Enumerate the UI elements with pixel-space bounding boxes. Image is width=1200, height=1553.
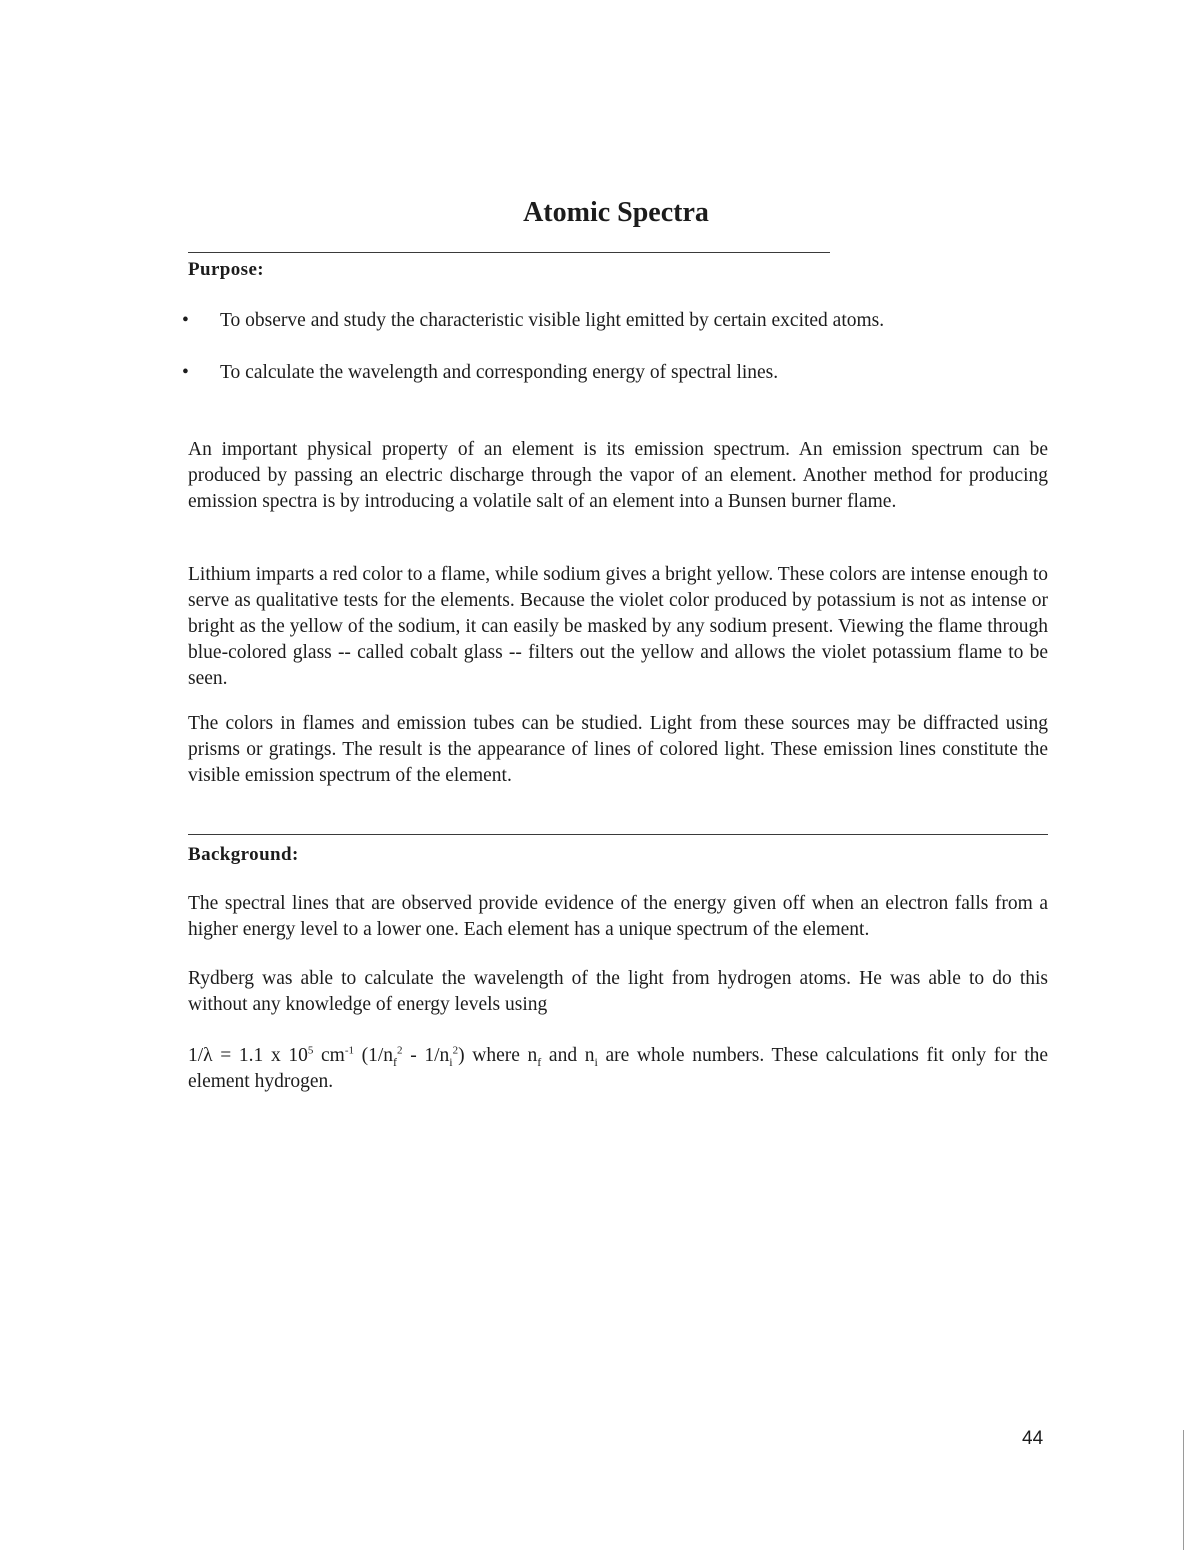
formula-sub-i: i — [449, 1054, 453, 1069]
scan-edge-line — [1183, 1430, 1184, 1550]
formula-sub-f: f — [393, 1054, 398, 1069]
formula-exponent: 5 — [307, 1044, 314, 1057]
formula-and: and n — [541, 1045, 595, 1066]
formula-rest: are whole numbers. These calculations fit only for the element hydrogen. — [188, 1045, 1049, 1092]
bullet-icon: • — [182, 362, 189, 383]
formula-square-2: 2 — [452, 1044, 459, 1057]
formula-where-sub-f: f — [537, 1054, 542, 1069]
formula-lhs: 1/λ — [188, 1045, 213, 1066]
formula-and-sub-i: i — [594, 1054, 598, 1069]
purpose-item-text: To calculate the wavelength and corresponding energy of spectral lines. — [220, 362, 779, 383]
purpose-heading: Purpose: — [188, 259, 265, 280]
formula-where: where n — [464, 1045, 538, 1066]
purpose-divider — [188, 252, 830, 253]
paragraph-rydberg: Rydberg was able to calculate the wavelength of the light from hydrogen atoms. He was able to do this without any knowledge of energy levels using — [188, 968, 1048, 1015]
formula-coefficient: 1.1 x 10 — [238, 1045, 308, 1066]
formula-paren-close: ) — [458, 1045, 465, 1066]
purpose-list-item — [180, 360, 1060, 386]
purpose-list-item — [180, 308, 1060, 334]
page-title: Atomic Spectra — [523, 197, 709, 228]
purpose-list — [180, 308, 1060, 412]
formula-square-1: 2 — [397, 1044, 403, 1057]
formula-unit-exponent: -1 — [344, 1044, 354, 1057]
formula-paren-open: (1/n — [353, 1045, 394, 1066]
purpose-item-text: To observe and study the characteristic visible light emitted by certain excited atoms. — [220, 310, 885, 331]
background-heading: Background: — [188, 844, 299, 865]
paragraph-spectral-lines: The spectral lines that are observed provide evidence of the energy given off when an electron falls from a higher energy level to a lower one. Each element has a unique spectrum of the element. — [188, 893, 1048, 940]
background-divider — [188, 834, 1048, 835]
page-number: 44 — [1022, 1428, 1044, 1449]
bullet-icon: • — [182, 310, 189, 331]
formula-equals: = — [212, 1045, 239, 1066]
formula-minus: - 1/n — [402, 1045, 450, 1066]
paragraph-flame-colors: Lithium imparts a red color to a flame, while sodium gives a bright yellow. These colors are intense enough to serve as qualitative tests for the elements. Because the violet color produced by potassium is not as intense or bright as the yellow of the sodium, it can easily be masked by any sodium present. Viewing the flame through blue-colored glass -- called cobalt glass -- filters out the yellow and allows the violet potassium flame to be seen. — [188, 564, 1048, 689]
paragraph-diffraction: The colors in flames and emission tubes can be studied. Light from these sources may be diffracted using prisms or gratings. The result is the appearance of lines of colored light. These emission lines constitute the visible emission spectrum of the element. — [188, 713, 1048, 786]
paragraph-emission-spectrum: An important physical property of an element is its emission spectrum. An emission spectrum can be produced by passing an electric discharge through the vapor of an element. Another method for producing emission spectra is by introducing a volatile salt of an element into a Bunsen burner flame. — [188, 439, 1048, 512]
rydberg-formula-paragraph — [188, 1043, 1048, 1095]
formula-unit: cm — [313, 1045, 345, 1066]
